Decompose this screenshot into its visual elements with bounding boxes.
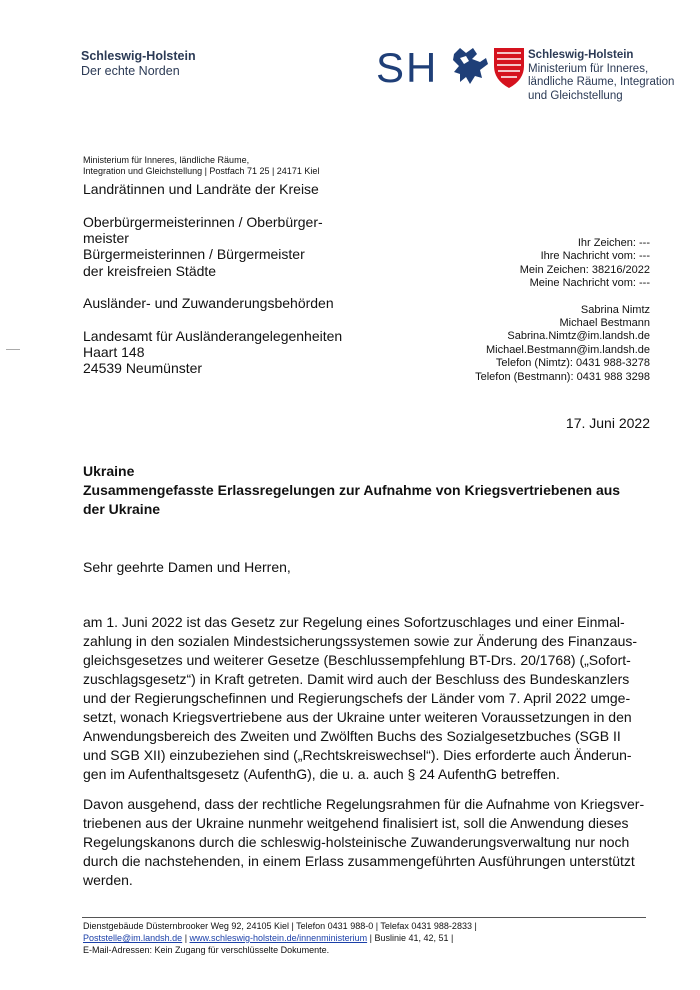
salutation: Sehr geehrte Damen und Herren, <box>83 559 291 575</box>
brand-right <box>528 49 674 103</box>
text-line: gleichsgesetzes und weiterer Gesetze (Beschlussempfehlung BT-Drs. 20/1768) („Sofort- <box>83 652 631 668</box>
text-line: werden. <box>83 872 133 888</box>
contact-phone: Telefon (Nimtz): 0431 988-3278 <box>495 357 650 370</box>
text-line: triebenen aus der Ukraine nunmehr weitgehend finalisiert ist, soll die Anwendung dieses <box>83 815 629 831</box>
footer-divider <box>82 917 646 918</box>
ministry-name-line: Ministerium für Inneres, <box>528 62 649 75</box>
text-line: Davon ausgehend, dass der rechtliche Regelungsrahmen für die Aufnahme von Kriegsver- <box>83 796 645 812</box>
contact-email[interactable]: Sabrina.Nimtz@im.landsh.de <box>507 330 650 343</box>
body-paragraph-1 <box>83 613 653 784</box>
contact-email[interactable]: Michael.Bestmann@im.landsh.de <box>485 343 650 356</box>
recipient-line: Haart 148 <box>83 344 145 361</box>
text-line: durch die nachstehenden, in einem Erlass zusammengeführten Ausführungen unterstützt <box>83 853 635 869</box>
text-line: zuschlagsgesetz“) in Kraft getreten. Damit wird auch der Beschluss des Bundeskanzlers <box>83 671 630 687</box>
reference-block <box>475 237 650 384</box>
text-line: und der Regierungschefinnen und Regierungschefs der Länder vom 7. April 2022 umge- <box>83 690 631 706</box>
sender-line-1: Ministerium für Inneres, ländliche Räume, <box>83 155 250 165</box>
recipient-block-2 <box>83 214 323 279</box>
recipient-line: Landesamt für Ausländerangelegenheiten <box>83 328 343 344</box>
reference-line: Ihr Zeichen: --- <box>577 237 650 249</box>
text-line: Anwendungsbereich des Zweiten und Zwölften Buchs des Sozialgesetzbuches (SGB II <box>83 728 621 744</box>
text-line: Regelungskanons durch die schleswig-holsteinische Zuwanderungsverwaltung nur noch <box>83 834 630 850</box>
contact-name: Michael Bestmann <box>559 317 650 330</box>
ministry-name-line: und Gleichstellung <box>528 89 623 102</box>
footer-address: Dienstgebäude Düsternbrooker Weg 92, 24105 Kiel | Telefon 0431 988-0 | Telefax 0431 988-2833 | <box>83 921 477 931</box>
recipient-line: Bürgermeisterinnen / Bürgermeister <box>83 246 305 263</box>
body-paragraph-2 <box>83 795 653 890</box>
text-line: und SGB XII) einzubeziehen sind („Rechtskreiswechsel“). Dies erforderte auch Änderun- <box>83 747 632 763</box>
lion-icon <box>453 48 488 84</box>
footer-email-link[interactable]: Poststelle@im.landsh.de <box>83 932 183 943</box>
footer-website-link[interactable]: www.schleswig-holstein.de/innenministerium <box>189 932 368 943</box>
recipient-block-1 <box>83 181 319 197</box>
recipient-block-4 <box>83 328 342 377</box>
nettle-leaf-icon <box>494 48 524 88</box>
footer-bus-lines: | Buslinie 41, 42, 51 | <box>367 932 454 943</box>
text-line: zahlung in den sozialen Mindestsicherungssystemen sowie zur Änderung des Finanzaus- <box>83 633 638 649</box>
text-line: am 1. Juni 2022 ist das Gesetz zur Regelung eines Sofortzuschlages und einer Einmal- <box>83 614 625 630</box>
sh-logo-text: SH <box>376 44 439 90</box>
reference-line: Mein Zeichen: 38216/2022 <box>519 263 650 276</box>
subject <box>83 462 653 519</box>
recipient-line: meister <box>83 230 129 247</box>
footer <box>83 921 477 956</box>
text-line: gen im Aufenthaltsgesetz (AufenthG), die u. a. auch § 24 AufenthG betreffen. <box>83 766 560 782</box>
recipient-line: Landrätinnen und Landräte der Kreise <box>83 181 319 197</box>
contact-phone: Telefon (Bestmann): 0431 988 3298 <box>475 370 650 383</box>
recipient-line: 24539 Neumünster <box>83 360 203 377</box>
subject-line: Zusammengefasste Erlassregelungen zur Aufnahme von Kriegsvertriebenen aus <box>83 482 621 498</box>
footer-separator: | <box>182 932 190 943</box>
brand-left-title: Schleswig-Holstein <box>81 49 196 63</box>
text-line: setzt, wonach Kriegsvertriebene aus der Ukraine unter weiteren Voraussetzungen in den <box>83 709 632 725</box>
footer-encryption-note: E-Mail-Adressen: Kein Zugang für verschlüsselte Dokumente. <box>83 944 330 955</box>
sh-logo <box>376 44 526 90</box>
brand-left <box>81 49 196 79</box>
footer-links <box>83 933 477 945</box>
recipient-line: der kreisfreien Städte <box>83 262 217 279</box>
fold-mark <box>6 349 20 350</box>
subject-line: der Ukraine <box>83 501 161 517</box>
sender-line-2: Integration und Gleichstellung | Postfach 71 25 | 24171 Kiel <box>83 166 320 176</box>
reference-line: Meine Nachricht vom: --- <box>529 277 650 290</box>
recipient-line: Oberbürgermeisterinnen / Oberbürger- <box>83 214 323 230</box>
sender-line <box>83 155 319 177</box>
letter-date: 17. Juni 2022 <box>565 415 650 431</box>
brand-right-title: Schleswig-Holstein <box>528 49 634 61</box>
ministry-name-line: ländliche Räume, Integration <box>528 76 675 88</box>
brand-left-slogan: Der echte Norden <box>81 64 180 78</box>
recipient-line: Ausländer- und Zuwanderungsbehörden <box>83 295 334 311</box>
contact-name: Sabrina Nimtz <box>580 303 650 316</box>
recipient-block-3 <box>83 295 334 311</box>
subject-line: Ukraine <box>83 463 135 479</box>
reference-line: Ihre Nachricht vom: --- <box>540 250 650 263</box>
